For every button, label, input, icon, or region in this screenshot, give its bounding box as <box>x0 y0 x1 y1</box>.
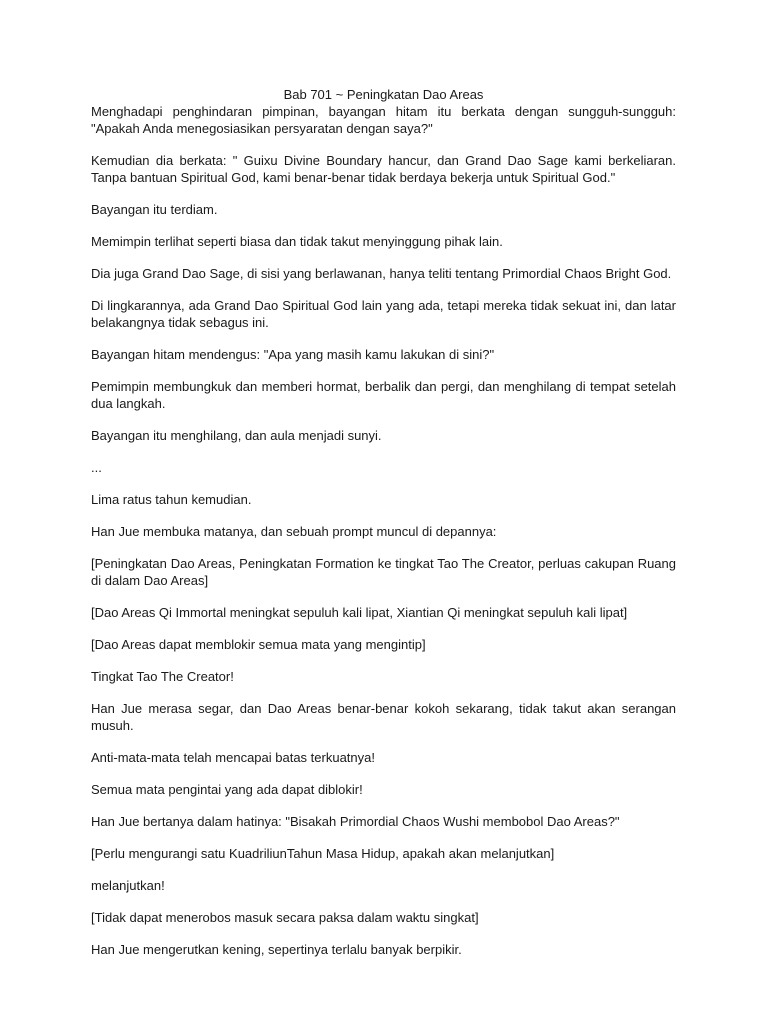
paragraph: Memimpin terlihat seperti biasa dan tidak takut menyinggung pihak lain. <box>91 234 503 249</box>
paragraph: [Dao Areas Qi Immortal meningkat sepuluh kali lipat, Xiantian Qi meningkat sepuluh kali lipat] <box>91 605 628 620</box>
paragraph: Lima ratus tahun kemudian. <box>91 492 252 507</box>
paragraph: Han Jue bertanya dalam hatinya: "Bisakah Primordial Chaos Wushi membobol Dao Areas?" <box>91 814 620 829</box>
paragraph: ... <box>91 460 102 475</box>
paragraph: [Perlu mengurangi satu KuadriliunTahun Masa Hidup, apakah akan melanjutkan] <box>91 846 555 861</box>
paragraph: Menghadapi penghindaran pimpinan, bayangan hitam itu berkata dengan sungguh-sungguh: "Apakah Anda menegosiasikan persyaratan dengan saya?" <box>91 104 676 136</box>
paragraph: [Tidak dapat menerobos masuk secara paksa dalam waktu singkat] <box>91 910 479 925</box>
paragraph: Bayangan itu menghilang, dan aula menjadi sunyi. <box>91 428 382 443</box>
document-page <box>91 86 676 973</box>
document-body <box>91 103 676 958</box>
paragraph: Dia juga Grand Dao Sage, di sisi yang berlawanan, hanya teliti tentang Primordial Chaos Bright God. <box>91 266 672 281</box>
paragraph: [Peningkatan Dao Areas, Peningkatan Formation ke tingkat Tao The Creator, perluas cakupan Ruang di dalam Dao Areas] <box>91 556 676 588</box>
paragraph: Han Jue membuka matanya, dan sebuah prompt muncul di depannya: <box>91 524 497 539</box>
paragraph: Han Jue mengerutkan kening, sepertinya terlalu banyak berpikir. <box>91 942 462 957</box>
paragraph: Pemimpin membungkuk dan memberi hormat, berbalik dan pergi, dan menghilang di tempat setelah dua langkah. <box>91 379 676 411</box>
paragraph: Tingkat Tao The Creator! <box>91 669 234 684</box>
paragraph: melanjutkan! <box>91 878 165 893</box>
chapter-title: Bab 701 ~ Peningkatan Dao Areas <box>283 87 484 102</box>
paragraph: Bayangan hitam mendengus: "Apa yang masih kamu lakukan di sini?" <box>91 347 495 362</box>
paragraph: Anti-mata-mata telah mencapai batas terkuatnya! <box>91 750 375 765</box>
paragraph: Bayangan itu terdiam. <box>91 202 218 217</box>
paragraph: Semua mata pengintai yang ada dapat diblokir! <box>91 782 363 797</box>
paragraph: [Dao Areas dapat memblokir semua mata yang mengintip] <box>91 637 426 652</box>
paragraph: Kemudian dia berkata: " Guixu Divine Boundary hancur, dan Grand Dao Sage kami berkeliaran. Tanpa bantuan Spiritual God, kami benar-benar tidak berdaya bekerja untuk Spiritual God." <box>91 153 676 185</box>
paragraph: Han Jue merasa segar, dan Dao Areas benar-benar kokoh sekarang, tidak takut akan serangan musuh. <box>91 701 676 733</box>
paragraph: Di lingkarannya, ada Grand Dao Spiritual God lain yang ada, tetapi mereka tidak sekuat ini, dan latar belakangnya tidak sebagus ini. <box>91 298 676 330</box>
